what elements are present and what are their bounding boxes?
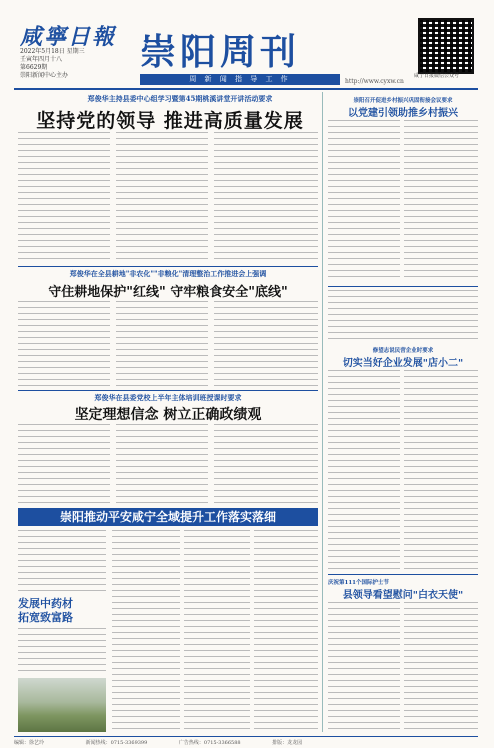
newspaper-name: 咸寧日報 [20,24,117,50]
article1-headline[interactable]: 坚持党的领导 推进高质量发展 [36,110,304,132]
divider [18,390,318,391]
lunar-date: 壬寅年四月十八 [20,56,63,63]
sidebar-item2-headline[interactable]: 切实当好企业发展"店小二" [342,358,464,369]
article3-body-col1 [18,424,110,506]
article3-body-col3 [214,424,318,506]
banner-subtitle: 周 新 闻 指 导 工 作 [140,74,340,85]
page-banner [130,18,420,73]
article2-body-col1 [18,301,110,387]
footer-ad-hotline: 广告热线：0715-3366588 [178,740,241,746]
article3-body-col2 [116,424,208,506]
article2-body-col3 [214,301,318,387]
article3-kicker: 郑俊华在县委党校上半年主体培训班授课时要求 [94,393,242,402]
article5-headline[interactable]: 发展中药材 拓宽致富路 [18,597,73,624]
sidebar-item2-kicker: 修望志说民营企业时要求 [372,348,434,354]
article4-body-col3 [254,530,318,730]
article4-headline[interactable]: 崇阳推动平安咸宁全域提升工作落实落细 [18,508,318,526]
article4-body-col1 [112,530,180,730]
publisher: 崇阳新闻中心主办 [20,72,69,79]
herb-field-photo [18,678,106,732]
divider [328,574,478,575]
article1-body-col2 [116,132,208,262]
article1-body-col1 [18,132,110,262]
qr-caption: 咸宁日报微信公众号 [414,73,460,79]
sidebar-item1-headline[interactable]: 以党建引领助推乡村振兴 [348,108,458,119]
divider [328,286,478,287]
sidebar-item1-continued [328,290,478,342]
footer-typesetting: 排版：龙龙园 [272,740,303,746]
article5-body [18,628,106,674]
article3-headline[interactable]: 坚定理想信念 树立正确政绩观 [74,407,262,423]
header-rule [14,88,478,90]
article1-body-col3 [214,132,318,262]
article1-kicker: 郑俊华主持县委中心组学习暨第45期桃溪讲堂开讲活动要求 [87,94,273,103]
sidebar-item3-body-col1 [328,602,400,732]
footer-editor: 编辑：徐艺玲 [14,740,45,746]
page-footer [14,736,478,746]
page-title: 崇阳周刊 [140,32,301,73]
sidebar-item3-kicker: 庆祝第111个国际护士节 [328,580,389,586]
footer-news-hotline: 新闻热线：0715-3369399 [85,740,148,746]
sidebar-item1-body-col2 [404,120,478,282]
issue-number: 第6629期 [20,64,48,71]
sidebar-item1-kicker: 崇阳召开促进乡村振兴巩固衔接会议要求 [353,98,453,104]
divider [18,266,318,267]
sidebar-item2-body-col2 [404,370,478,570]
article4-body-col2 [184,530,250,730]
issue-date: 2022年5月18日 星期三 [20,48,85,55]
sidebar-item3-body-col2 [404,602,478,732]
website-link[interactable]: http://www.cyxw.cn [345,78,404,85]
article2-body-col2 [116,301,208,387]
sidebar-item1-body-col1 [328,120,400,282]
issue-info [20,48,115,80]
article2-headline[interactable]: 守住耕地保护"红线" 守牢粮食安全"底线" [48,285,288,300]
sidebar-item2-body-col1 [328,370,400,570]
article2-kicker: 郑俊华在全县耕地"非农化""非粮化"清理整治工作推进会上强调 [69,269,267,278]
sidebar-item3-headline[interactable]: 县领导看望慰问"白衣天使" [342,590,464,601]
article5-intro [18,530,106,594]
column-divider [322,92,323,732]
qr-code-icon [418,18,474,74]
